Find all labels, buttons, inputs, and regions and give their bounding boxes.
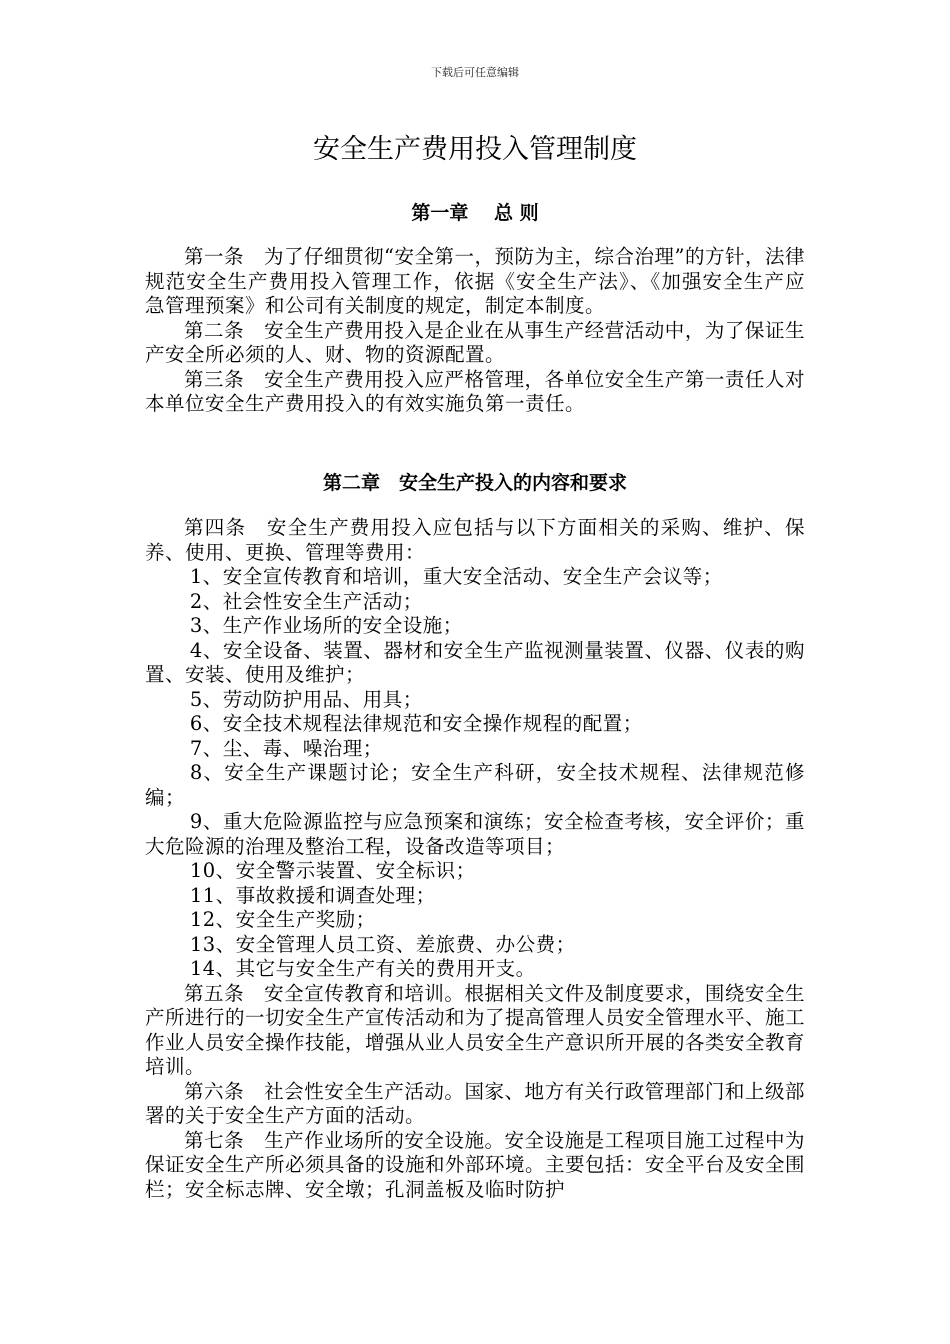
article-3: 第三条 安全生产费用投入应严格管理，各单位安全生产第一责任人对本单位安全生产费用投入的有效实施负第一责任。 [145,367,805,415]
list-item: 1、安全宣传教育和培训，重大安全活动、安全生产会议等； [189,565,723,588]
article-7: 第七条 生产作业场所的安全设施。安全设施是工程项目施工过程中为保证安全生产所必须具备的设施和外部环境。主要包括：安全平台及安全围栏；安全标志牌、安全墩；孔洞盖板及临时防护 [145,1128,806,1201]
chapter-1-body [145,245,805,417]
list-item: 13、安全管理人员工资、差旅费、办公费； [189,932,576,956]
document-title: 安全生产费用投入管理制度 [313,134,637,165]
list-item: 10、安全警示装置、安全标识； [189,859,476,882]
chapter-1-heading: 第一章 总 则 [411,202,539,224]
list-item: 7、尘、毒、噪治理； [189,736,383,760]
chapter-2-body [145,516,805,1202]
list-item: 2、社会性安全生产活动； [189,589,423,613]
article-2: 第二条 安全生产费用投入是企业在从事生产经营活动中，为了保证生产安全所必须的人、财、物的资源配置。 [145,318,805,366]
list-item: 5、劳动防护用品、用具； [189,687,423,711]
list-item: 4、安全设备、装置、器材和安全生产监视测量装置、仪器、仪表的购置、安装、使用及维护； [145,638,805,686]
list-item: 11、事故救援和调查处理； [189,883,436,907]
article-4: 第四条 安全生产费用投入应包括与以下方面相关的采购、维护、保养、使用、更换、管理等费用： [145,516,805,564]
list-item: 14、其它与安全生产有关的费用开支。 [189,957,536,980]
article-1: 第一条 为了仔细贯彻“安全第一，预防为主，综合治理”的方针，法律规范安全生产费用投入管理工作，依据《安全生产法》、《加强安全生产应急管理预案》和公司有关制度的规定，制定本制度。 [145,245,805,317]
chapter-2-heading: 第二章 安全生产投入的内容和要求 [322,472,627,494]
article-5: 第五条 安全宣传教育和培训。根据相关文件及制度要求，围绕安全生产所进行的一切安全生产宣传活动和为了提高管理人员安全管理水平、施工作业人员安全操作技能，增强从业人员安全生产意识所开展的各类安全教育培训。 [145,981,806,1078]
list-item: 12、安全生产奖励； [189,908,376,931]
list-item: 6、安全技术规程法律规范和安全操作规程的配置； [189,712,643,735]
list-item: 8、安全生产课题讨论；安全生产科研，安全技术规程、法律规范修编； [145,761,805,809]
list-item: 9、重大危险源监控与应急预案和演练；安全检查考核，安全评价；重大危险源的治理及整治工程，设备改造等项目； [145,810,805,858]
header-note: 下载后可任意编辑 [431,66,519,79]
article-6: 第六条 社会性安全生产活动。国家、地方有关行政管理部门和上级部署的关于安全生产方面的活动。 [145,1079,805,1127]
list-item: 3、生产作业场所的安全设施； [189,614,463,637]
